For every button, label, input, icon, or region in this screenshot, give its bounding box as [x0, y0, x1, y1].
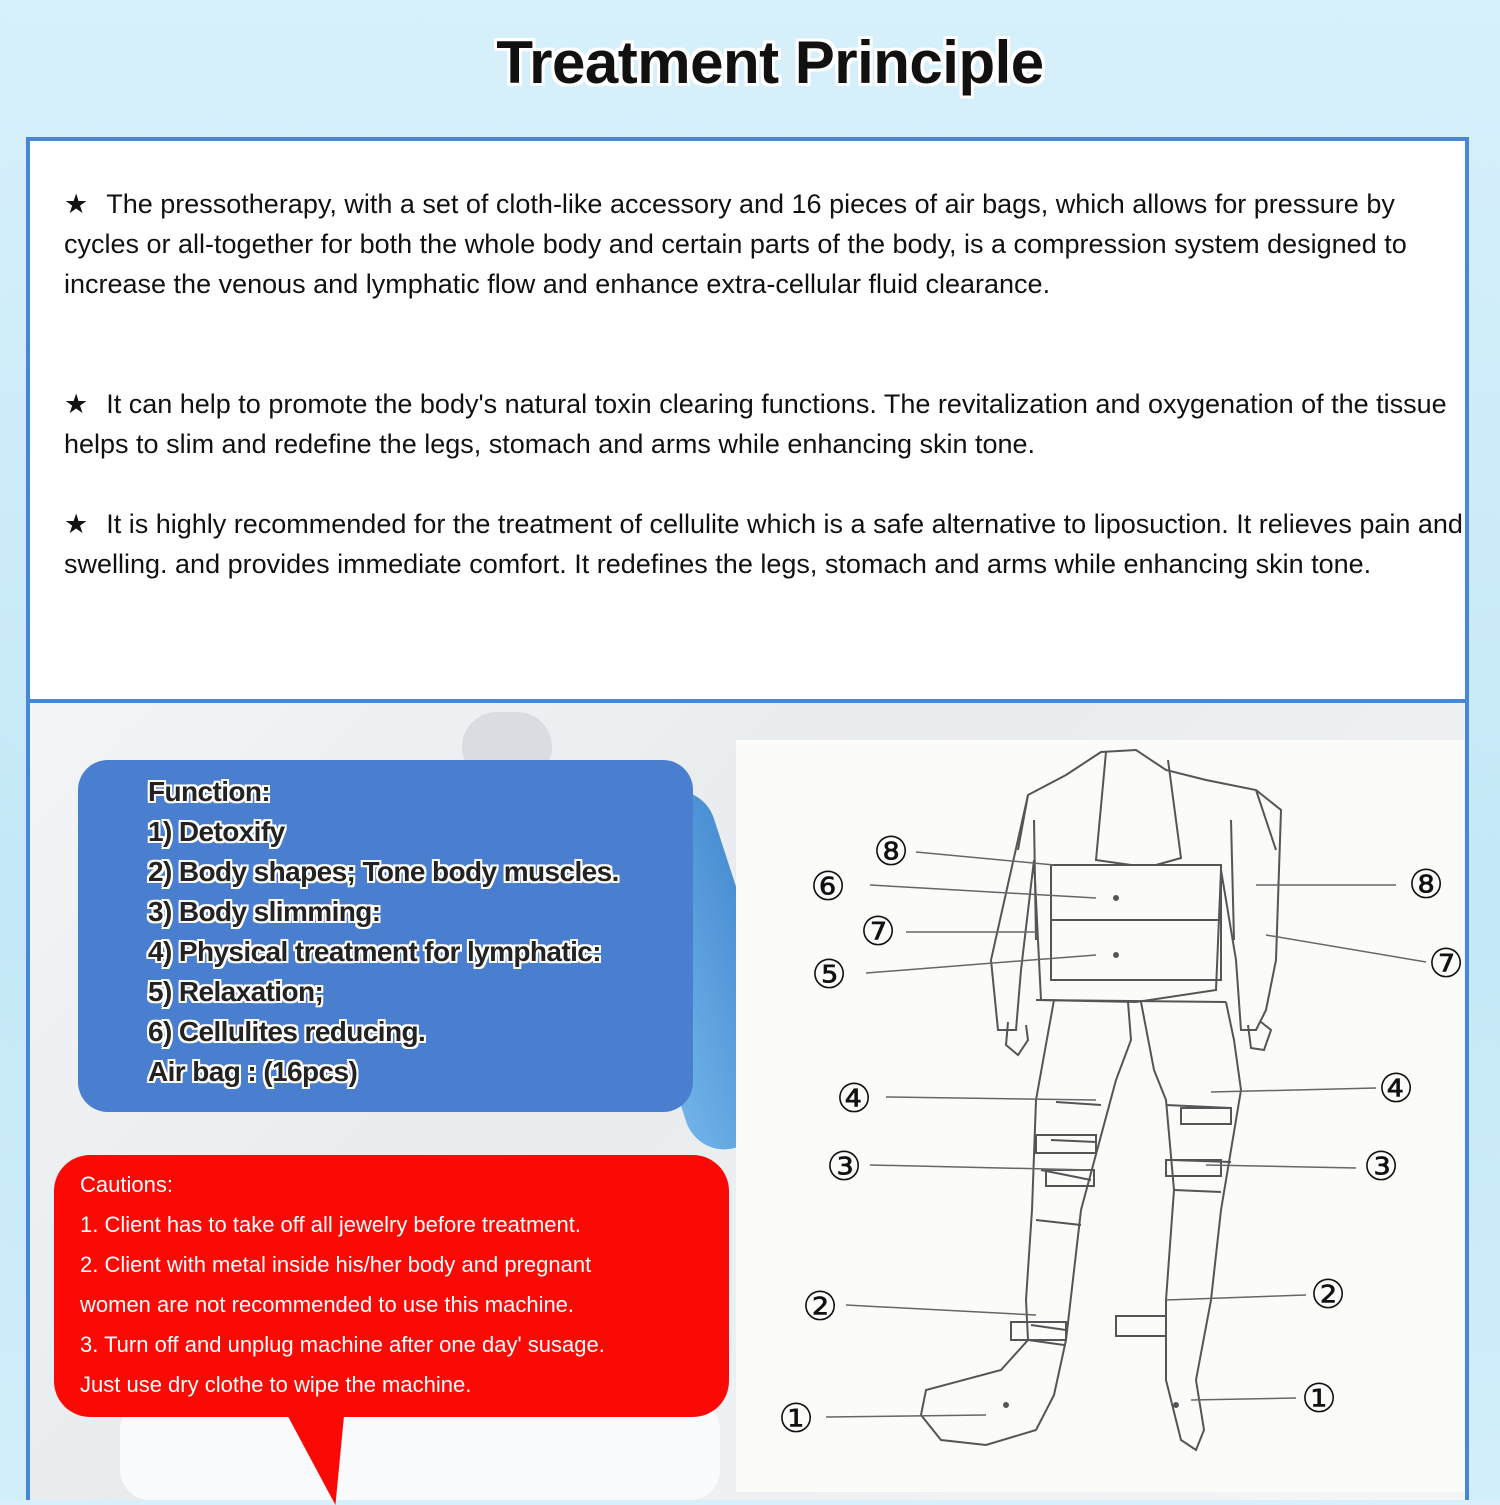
- air-bag-suit-diagram: [736, 740, 1464, 1492]
- diagram-label: ⑥: [810, 864, 846, 910]
- diagram-label: ③: [1363, 1144, 1399, 1190]
- function-item: 2) Body shapes; Tone body muscles.: [148, 856, 619, 887]
- caution-item: women are not recommended to use this machine.: [80, 1292, 575, 1317]
- principle-panel: [26, 137, 1469, 703]
- diagram-label: ④: [836, 1076, 872, 1122]
- function-item: 1) Detoxify: [148, 816, 285, 847]
- diagram-label: ①: [778, 1396, 814, 1442]
- diagram-label: ⑤: [811, 952, 847, 998]
- star-icon: ★: [64, 509, 89, 539]
- function-item: 3) Body slimming:: [148, 896, 381, 927]
- star-icon: ★: [64, 389, 89, 419]
- diagram-label: ③: [826, 1144, 862, 1190]
- cautions-heading: Cautions:: [80, 1172, 173, 1197]
- principle-paragraph-3: ★ It is highly recommended for the treatment of cellulite which is a safe alternative to liposuction. It relieves pain and swelling. and provides immediate comfort. It redefines the legs, stomach and arms while enhancing skin tone.: [64, 509, 1463, 579]
- suit-illustration: [736, 740, 1464, 1492]
- caution-item: 1. Client has to take off all jewelry before treatment.: [80, 1212, 581, 1237]
- star-icon: ★: [64, 189, 89, 219]
- diagram-label: ①: [1301, 1376, 1337, 1422]
- page-title: Treatment Principle: [496, 29, 1044, 96]
- caution-item: 3. Turn off and unplug machine after one day' susage.: [80, 1332, 605, 1357]
- diagram-label: ⑧: [873, 829, 909, 875]
- diagram-label: ⑦: [860, 909, 896, 955]
- diagram-label: ④: [1378, 1066, 1414, 1112]
- principle-paragraph-2: ★ It can help to promote the body's natural toxin clearing functions. The revitalization and oxygenation of the tissue helps to slim and redefine the legs, stomach and arms while enhancing skin tone.: [64, 389, 1447, 459]
- caution-item: 2. Client with metal inside his/her body and pregnant: [80, 1252, 592, 1277]
- caution-item: Just use dry clothe to wipe the machine.: [80, 1372, 472, 1397]
- function-item: 5) Relaxation;: [148, 976, 324, 1007]
- diagram-label: ⑦: [1428, 941, 1464, 987]
- function-item: 4) Physical treatment for lymphatic:: [148, 936, 601, 967]
- function-list: [148, 772, 619, 1092]
- diagram-label: ②: [802, 1284, 838, 1330]
- diagram-label: ②: [1310, 1272, 1346, 1318]
- function-item: 6) Cellulites reducing.: [148, 1016, 426, 1047]
- function-heading: Function:: [148, 776, 271, 807]
- air-bag-count: Air bag : (16pcs): [148, 1056, 358, 1087]
- principle-paragraph-1: ★ The pressotherapy, with a set of cloth-like accessory and 16 pieces of air bags, which allows for pressure by cycles or all-together for both the whole body and certain parts of the body, is a compression system designed to increase the venous and lymphatic flow and enhance extra-cellular fluid clearance.: [64, 189, 1407, 299]
- diagram-label: ⑧: [1408, 862, 1444, 908]
- cautions-list: [80, 1165, 605, 1405]
